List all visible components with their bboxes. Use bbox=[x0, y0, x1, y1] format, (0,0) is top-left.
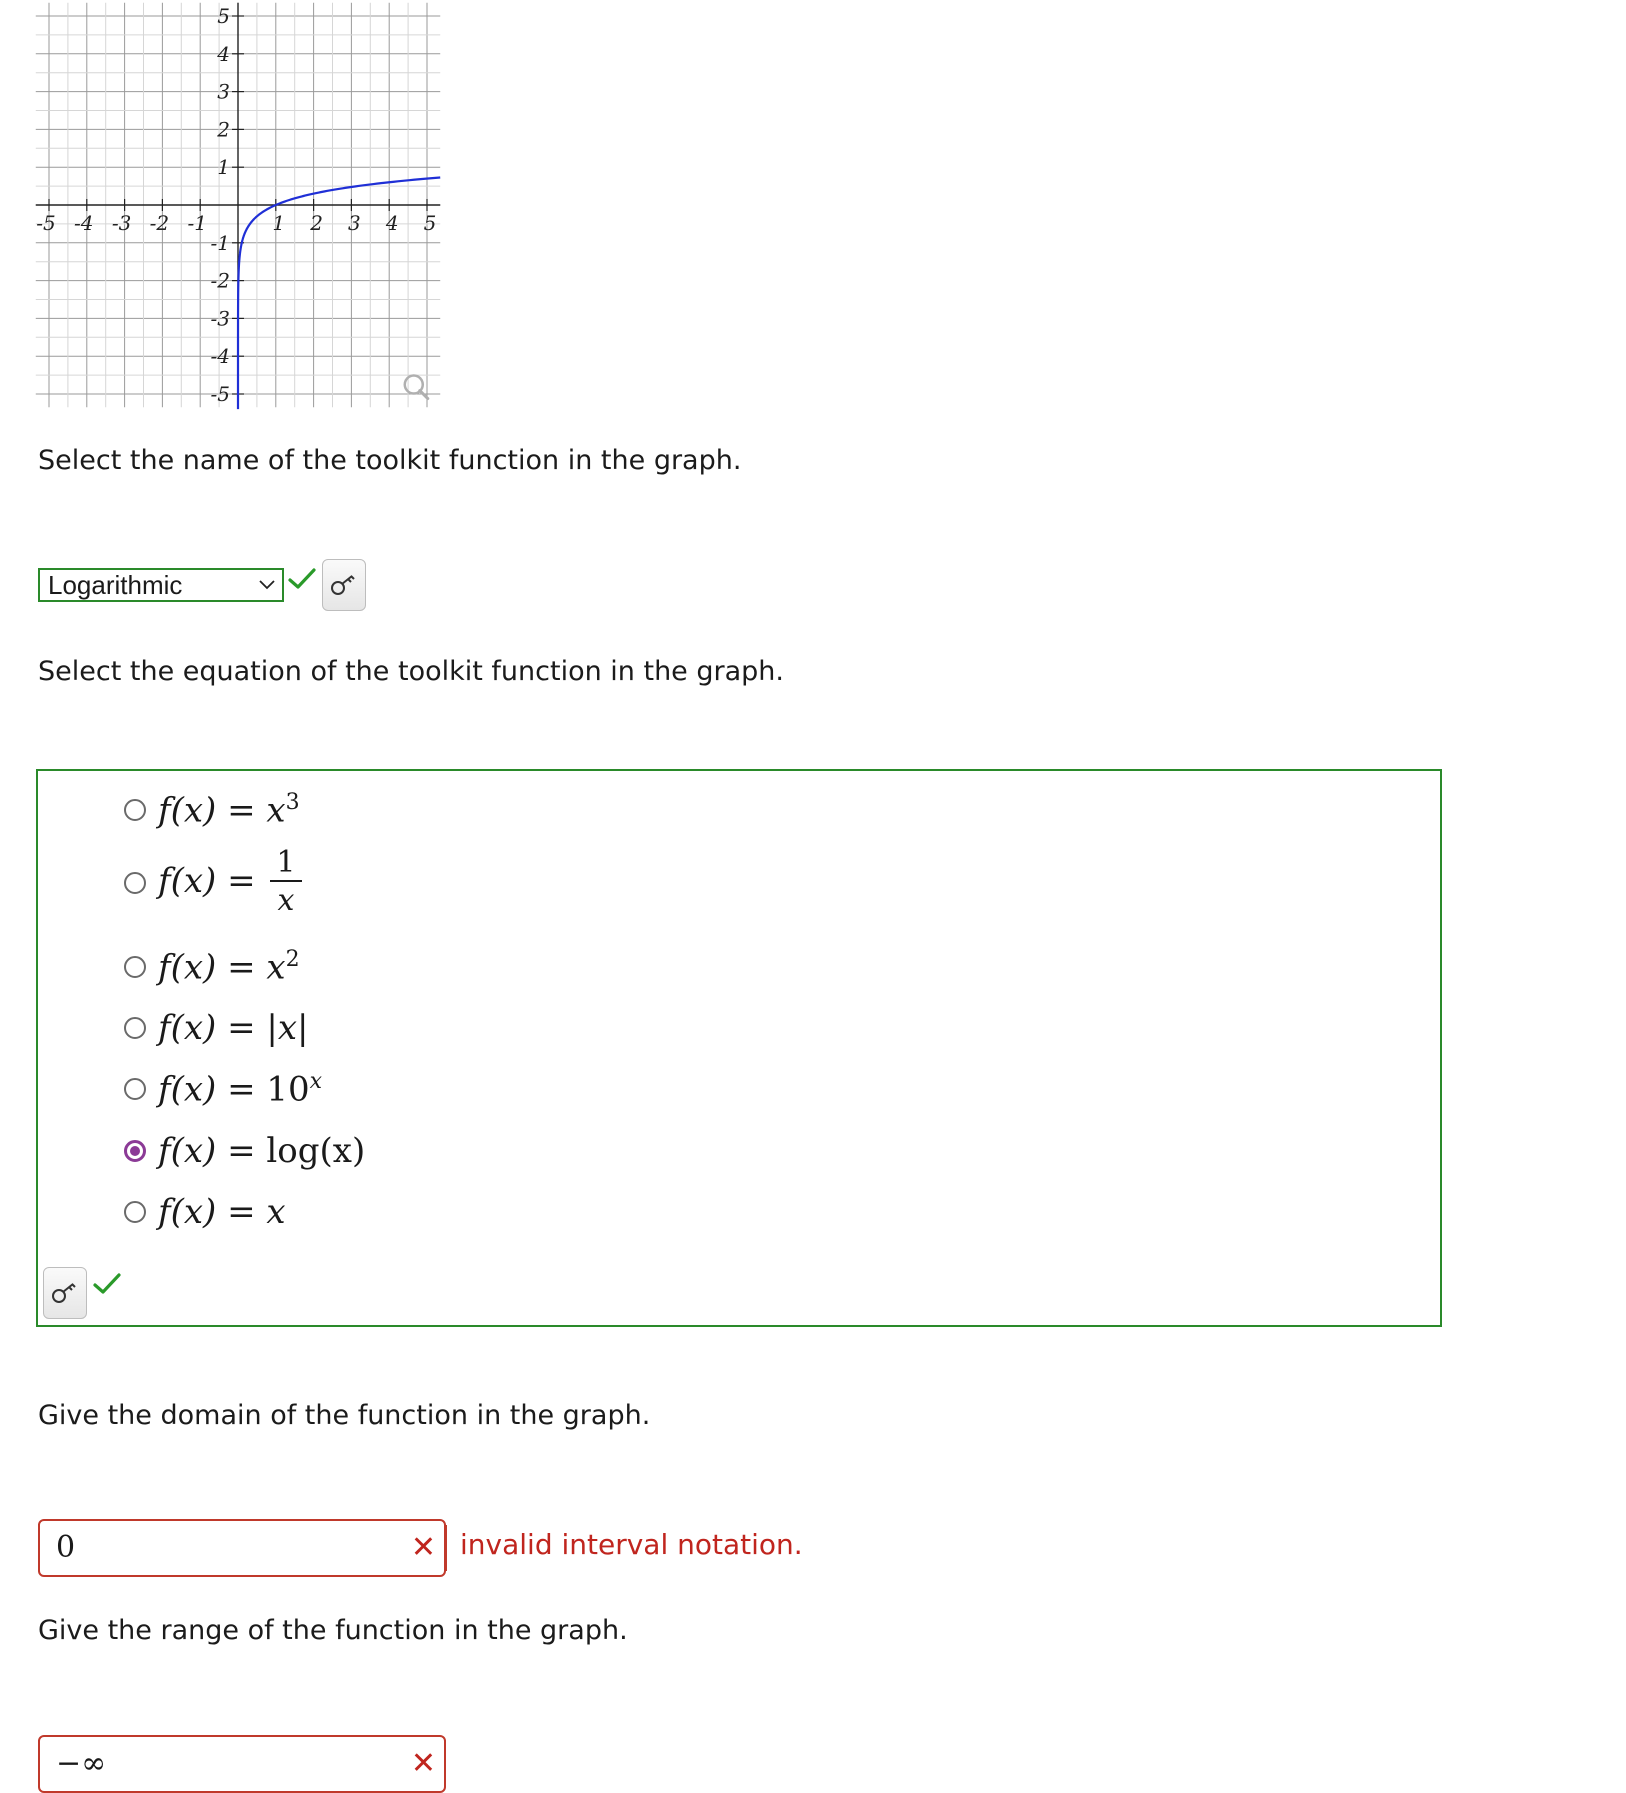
option-sup: 3 bbox=[285, 790, 300, 815]
fraction-denominator: x bbox=[277, 883, 295, 918]
option-lhs: f(x) = bbox=[158, 1131, 256, 1171]
option-lhs: f(x) = bbox=[158, 1192, 256, 1232]
y-tick-label: -5 bbox=[210, 382, 230, 406]
error-divider bbox=[445, 1525, 447, 1571]
option-absolute-value[interactable] bbox=[124, 1008, 309, 1048]
question-name-prompt: Select the name of the toolkit function in the graph. bbox=[38, 445, 742, 476]
y-tick-label: 2 bbox=[217, 117, 230, 142]
x-tick-label: 1 bbox=[272, 211, 286, 235]
option-rhs: x bbox=[266, 1192, 286, 1232]
option-logarithm[interactable] bbox=[124, 1131, 365, 1171]
option-lhs: f(x) = bbox=[158, 790, 256, 831]
x-tick-label: -3 bbox=[111, 211, 132, 235]
range-input[interactable] bbox=[38, 1735, 446, 1793]
domain-input[interactable] bbox=[38, 1519, 446, 1577]
x-tick-label: -2 bbox=[149, 211, 170, 235]
x-tick-label: 2 bbox=[310, 211, 323, 235]
key-icon bbox=[330, 573, 358, 597]
select-value: Logarithmic bbox=[48, 570, 183, 600]
chevron-down-icon bbox=[258, 572, 276, 598]
x-tick-label: -5 bbox=[36, 211, 56, 235]
function-graph bbox=[30, 0, 470, 410]
option-lhs: f(x) = bbox=[158, 947, 256, 988]
x-tick-label: 4 bbox=[385, 211, 399, 235]
error-x-icon: ✕ bbox=[410, 1530, 436, 1565]
question-range-prompt: Give the range of the function in the graph. bbox=[38, 1615, 628, 1646]
option-exponential[interactable] bbox=[124, 1069, 322, 1109]
check-icon bbox=[92, 1271, 122, 1297]
option-rhs: x bbox=[266, 947, 286, 988]
y-tick-label: -4 bbox=[210, 344, 230, 369]
option-sup: x bbox=[309, 1069, 323, 1094]
error-message: invalid interval notation. bbox=[460, 1528, 803, 1561]
option-lhs: f(x) = bbox=[158, 1069, 256, 1110]
option-reciprocal[interactable] bbox=[124, 846, 302, 920]
radio-button[interactable] bbox=[124, 1201, 146, 1223]
fraction bbox=[270, 846, 301, 920]
option-lhs: f(x) = bbox=[158, 861, 256, 901]
y-tick-label: 5 bbox=[217, 4, 230, 28]
question-equation-prompt: Select the equation of the toolkit function in the graph. bbox=[38, 656, 784, 687]
option-lhs: f(x) = bbox=[158, 1008, 256, 1048]
option-rhs: x bbox=[266, 790, 286, 831]
radio-button-selected[interactable] bbox=[124, 1140, 146, 1162]
radio-button[interactable] bbox=[124, 799, 146, 821]
option-identity[interactable] bbox=[124, 1192, 286, 1232]
y-tick-label: 3 bbox=[217, 79, 230, 104]
key-icon bbox=[51, 1281, 79, 1305]
range-input-value: −∞ bbox=[56, 1746, 107, 1781]
y-tick-label: -1 bbox=[210, 230, 230, 255]
y-tick-label: -3 bbox=[210, 306, 230, 331]
option-rhs: 10 bbox=[266, 1069, 310, 1110]
question-domain-prompt: Give the domain of the function in the graph. bbox=[38, 1400, 651, 1431]
y-tick-label: -2 bbox=[210, 268, 230, 293]
radio-button[interactable] bbox=[124, 872, 146, 894]
y-tick-label: 4 bbox=[217, 41, 230, 66]
option-sup: 2 bbox=[285, 947, 300, 972]
option-x-cubed[interactable] bbox=[124, 790, 300, 830]
radio-button[interactable] bbox=[124, 1078, 146, 1100]
y-tick-label: 1 bbox=[217, 155, 230, 180]
x-tick-label: 3 bbox=[348, 211, 361, 235]
error-x-icon: ✕ bbox=[410, 1746, 436, 1781]
x-tick-label: -4 bbox=[74, 211, 94, 235]
toolkit-name-select[interactable] bbox=[38, 568, 284, 602]
domain-input-value: 0 bbox=[56, 1530, 76, 1565]
fraction-numerator: 1 bbox=[276, 845, 296, 880]
x-tick-label: 5 bbox=[423, 211, 437, 235]
key-icon-button[interactable] bbox=[43, 1267, 87, 1319]
radio-button[interactable] bbox=[124, 956, 146, 978]
check-icon bbox=[287, 566, 317, 592]
x-tick-label: -1 bbox=[187, 211, 207, 235]
key-icon-button[interactable] bbox=[322, 559, 366, 611]
equation-options-panel bbox=[36, 769, 1442, 1327]
option-rhs: |x| bbox=[266, 1008, 309, 1048]
function-curve bbox=[238, 177, 440, 409]
radio-button[interactable] bbox=[124, 1017, 146, 1039]
option-x-squared[interactable] bbox=[124, 947, 300, 987]
option-rhs: log(x) bbox=[266, 1131, 366, 1171]
